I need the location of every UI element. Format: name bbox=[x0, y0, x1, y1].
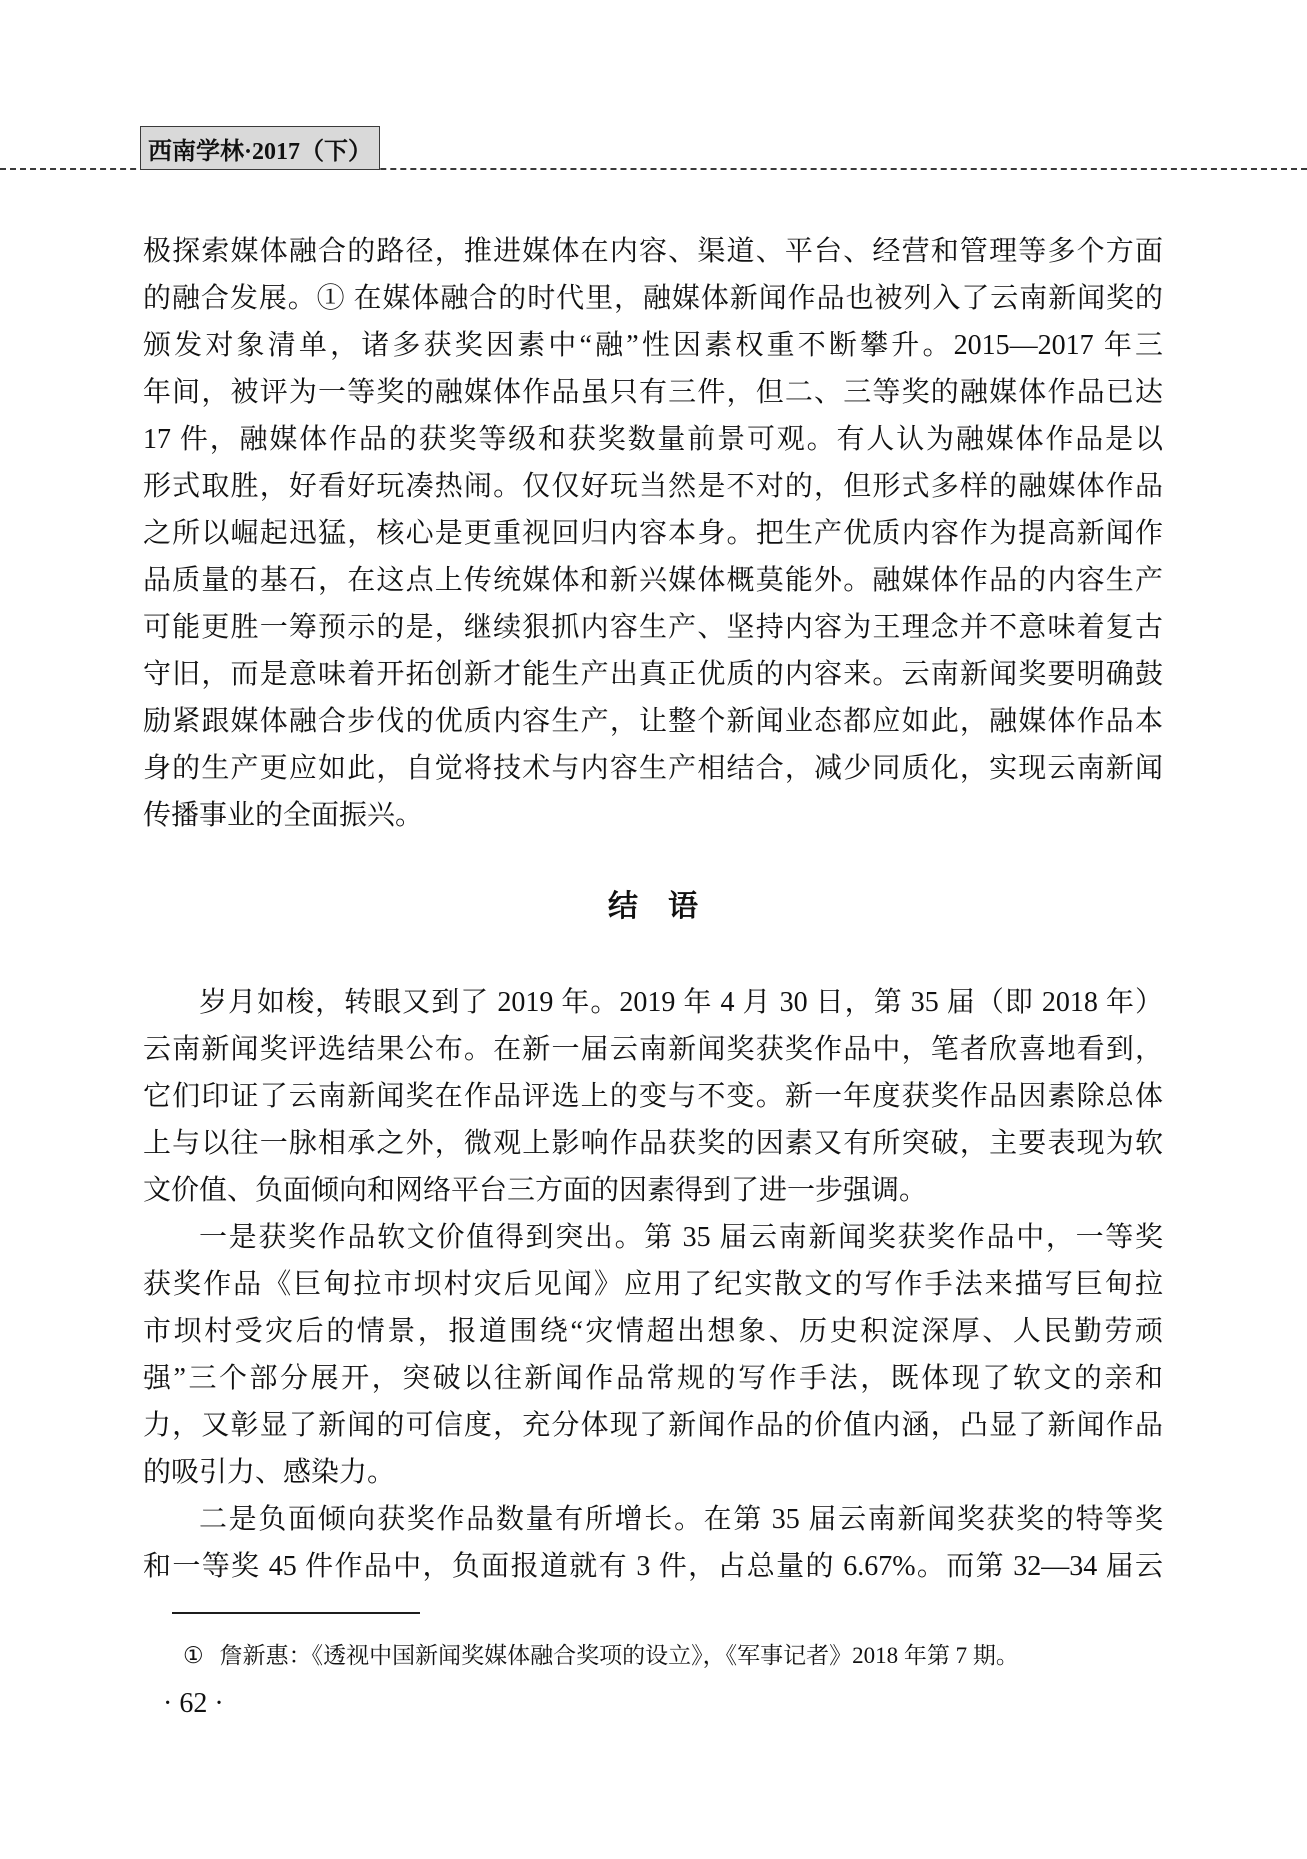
text-line: 的吸引力、感染力。 bbox=[143, 1457, 396, 1488]
section-heading: 结 语 bbox=[608, 890, 698, 923]
text-line: 可能更胜一筹预示的是，继续狠抓内容生产、坚持内容为王理念并不意味着复古 bbox=[143, 612, 1163, 643]
footnote-separator-line bbox=[172, 1612, 420, 1614]
text-line: 极探索媒体融合的路径，推进媒体在内容、渠道、平台、经营和管理等多个方面 bbox=[143, 236, 1163, 267]
text-line: 之所以崛起迅猛，核心是更重视回归内容本身。把生产优质内容作为提高新闻作 bbox=[143, 518, 1163, 549]
footnote bbox=[183, 1640, 1173, 1672]
text-line: 市坝村受灾后的情景，报道围绕“灾情超出想象、历史积淀深厚、人民勤劳顽 bbox=[143, 1316, 1163, 1347]
text-line: 上与以往一脉相承之外，微观上影响作品获奖的因素又有所突破，主要表现为软 bbox=[143, 1128, 1163, 1159]
text-line: 形式取胜，好看好玩凑热闹。仅仅好玩当然是不对的，但形式多样的融媒体作品 bbox=[143, 471, 1163, 502]
text-line: 文价值、负面倾向和网络平台三方面的因素得到了进一步强调。 bbox=[143, 1175, 928, 1206]
paragraph bbox=[143, 1214, 1163, 1496]
text-line: 励紧跟媒体融合步伐的优质内容生产，让整个新闻业态都应如此，融媒体作品本 bbox=[143, 706, 1163, 737]
footnote-text: 詹新惠：《透视中国新闻奖媒体融合奖项的设立》，《军事记者》2018 年第 7 期。 bbox=[219, 1643, 1019, 1668]
paragraph bbox=[143, 228, 1163, 839]
text-line: 它们印证了云南新闻奖在作品评选上的变与不变。新一年度获奖作品因素除总体 bbox=[143, 1081, 1163, 1112]
footnote-marker: ① bbox=[183, 1643, 204, 1668]
text-line: 和一等奖 45 件作品中，负面报道就有 3 件，占总量的 6.67%。而第 32—34 届云 bbox=[143, 1551, 1163, 1582]
paragraph bbox=[143, 979, 1163, 1214]
text-line: 力，又彰显了新闻的可信度，充分体现了新闻作品的价值内涵，凸显了新闻作品 bbox=[143, 1410, 1163, 1441]
text-line: 获奖作品《巨甸拉市坝村灾后见闻》应用了纪实散文的写作手法来描写巨甸拉 bbox=[143, 1269, 1163, 1300]
text-line: 品质量的基石，在这点上传统媒体和新兴媒体概莫能外。融媒体作品的内容生产 bbox=[143, 565, 1163, 596]
journal-title-box bbox=[140, 126, 380, 170]
paragraph bbox=[143, 1496, 1163, 1590]
text-line: 年间，被评为一等奖的融媒体作品虽只有三件，但二、三等奖的融媒体作品已达 bbox=[143, 377, 1163, 408]
text-line: 17 件，融媒体作品的获奖等级和获奖数量前景可观。有人认为融媒体作品是以 bbox=[143, 424, 1163, 455]
text-line: 传播事业的全面振兴。 bbox=[143, 800, 424, 831]
page-number: · 62 · bbox=[163, 1688, 224, 1719]
text-line: 二是负面倾向获奖作品数量有所增长。在第 35 届云南新闻奖获奖的特等奖 bbox=[199, 1504, 1163, 1535]
text-line: 强”三个部分展开，突破以往新闻作品常规的写作手法，既体现了软文的亲和 bbox=[143, 1363, 1163, 1394]
text-line: 身的生产更应如此，自觉将技术与内容生产相结合，减少同质化，实现云南新闻 bbox=[143, 753, 1163, 784]
text-line: 的融合发展。① 在媒体融合的时代里，融媒体新闻作品也被列入了云南新闻奖的 bbox=[143, 283, 1163, 314]
text-line: 云南新闻奖评选结果公布。在新一届云南新闻奖获奖作品中，笔者欣喜地看到， bbox=[143, 1034, 1163, 1065]
body-text bbox=[143, 228, 1163, 1590]
text-line: 一是获奖作品软文价值得到突出。第 35 届云南新闻奖获奖作品中，一等奖 bbox=[199, 1222, 1163, 1253]
text-line: 岁月如梭，转眼又到了 2019 年。2019 年 4 月 30 日，第 35 届（即 2018 年） bbox=[199, 987, 1163, 1018]
text-line: 颁发对象清单，诸多获奖因素中“融”性因素权重不断攀升。2015—2017 年三 bbox=[143, 330, 1163, 361]
journal-title: 西南学林·2017（下） bbox=[147, 138, 372, 165]
text-line: 守旧，而是意味着开拓创新才能生产出真正优质的内容来。云南新闻奖要明确鼓 bbox=[143, 659, 1163, 690]
